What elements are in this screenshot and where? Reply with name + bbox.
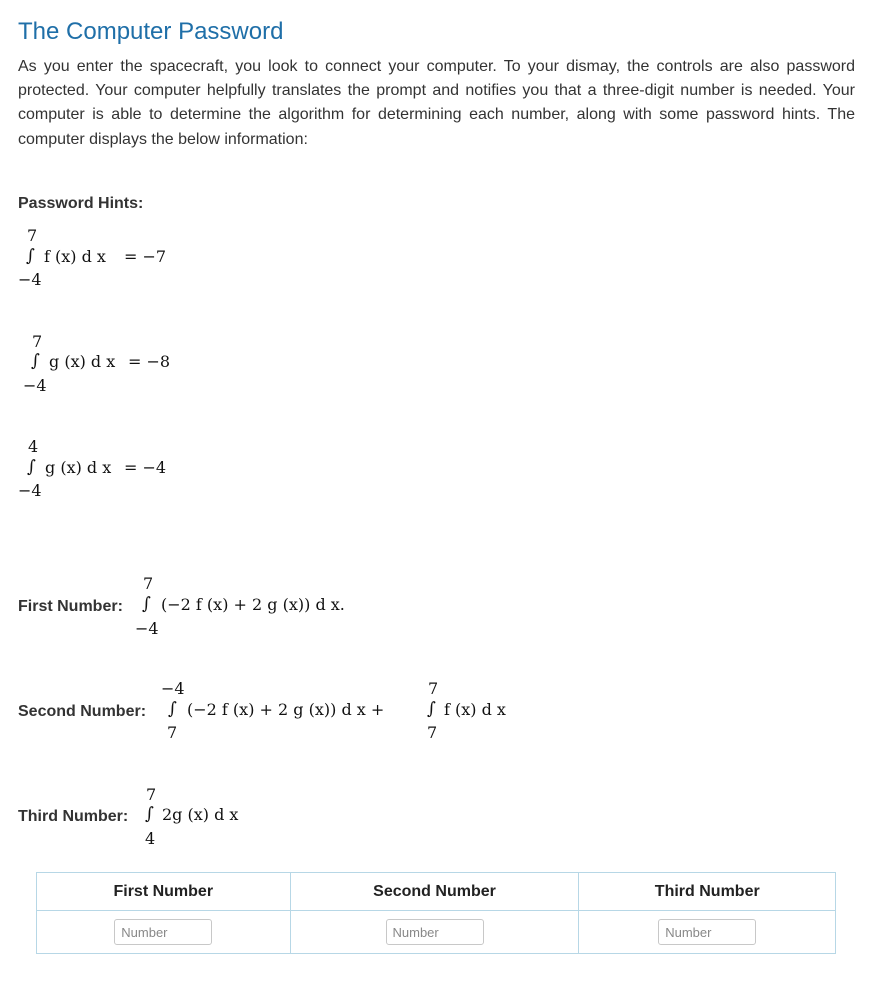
integrand: g (x) d x [49, 352, 116, 371]
header-third-number: Third Number [579, 873, 836, 911]
lower-limit: −4 [135, 619, 159, 638]
integrand: g (x) d x [45, 458, 112, 477]
second-number-input[interactable] [386, 919, 484, 945]
table-header-row [37, 873, 836, 911]
lower-limit: 4 [145, 829, 156, 848]
lower-limit: 7 [167, 723, 178, 742]
third-number-input[interactable] [658, 919, 756, 945]
equals-value: = −8 [128, 352, 171, 371]
lower-limit: −4 [18, 270, 42, 289]
second-number-label: Second Number: [18, 703, 147, 720]
cell-second-number [290, 911, 579, 954]
third-number-label: Third Number: [18, 808, 129, 825]
first-number-label: First Number: [18, 598, 123, 615]
second-number-expression-2: f (x) d x [444, 700, 506, 719]
first-number-input[interactable] [114, 919, 212, 945]
integral-sign: ∫ [427, 699, 436, 719]
lower-limit: −4 [23, 376, 47, 395]
upper-limit: 7 [27, 226, 38, 245]
intro-paragraph: As you enter the spacecraft, you look to connect your computer. To your dismay, the controls are also password protected. Your computer helpfully translates the prompt and notifies you that a three-digit number is needed. Your computer is able to determine the algorithm for determining each number, along with some password hints. The computer displays the below information: [18, 58, 855, 148]
integral-sign: ∫ [142, 594, 151, 614]
table-row [37, 911, 836, 954]
integral-sign: ∫ [26, 246, 35, 266]
answer-table [36, 872, 836, 954]
integral-sign: ∫ [145, 804, 154, 824]
third-number-expression: 2g (x) d x [162, 805, 239, 824]
header-second-number: Second Number [290, 873, 579, 911]
lower-limit: −4 [18, 481, 42, 500]
second-number-expression-1: (−2 f (x) + 2 g (x)) d x + [187, 700, 385, 719]
first-number-expression: (−2 f (x) + 2 g (x)) d x. [161, 595, 345, 614]
upper-limit: 7 [32, 332, 43, 351]
upper-limit: 7 [428, 679, 439, 698]
equals-value: = −7 [124, 247, 167, 266]
upper-limit: 4 [28, 437, 39, 456]
integral-sign: ∫ [27, 457, 36, 477]
upper-limit: 7 [146, 785, 157, 804]
integral-sign: ∫ [168, 699, 177, 719]
upper-limit: −4 [161, 679, 185, 698]
header-first-number: First Number [37, 873, 291, 911]
upper-limit: 7 [143, 574, 154, 593]
equals-value: = −4 [124, 458, 167, 477]
cell-first-number [37, 911, 291, 954]
cell-third-number [579, 911, 836, 954]
integral-sign: ∫ [31, 351, 40, 371]
lower-limit: 7 [427, 723, 438, 742]
hints-heading: Password Hints: [18, 195, 144, 212]
page-title: The Computer Password [18, 18, 284, 45]
integrand: f (x) d x [44, 247, 106, 266]
